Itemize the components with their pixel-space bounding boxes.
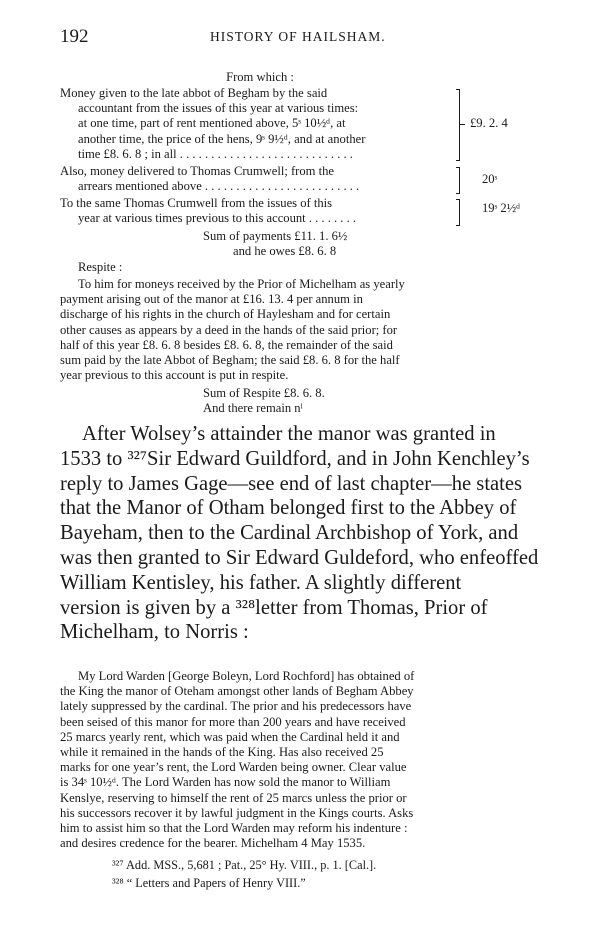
respite-line: sum paid by the late Abbot of Begham; the said £8. 6. 8 for the half — [60, 353, 400, 368]
respite-paragraph — [60, 277, 538, 383]
respite-heading: Respite : — [78, 260, 123, 274]
brace — [456, 167, 460, 194]
letter-line: is 34ˢ 10½ᵈ. The Lord Warden has now sold the manor to William — [60, 775, 391, 790]
sum-of-payments: Sum of payments £11. 1. 6½ — [203, 229, 348, 243]
main-paragraph — [60, 422, 540, 645]
letter-line: while it remained in the hands of the King. Has also received 25 — [60, 745, 384, 760]
body-line — [60, 422, 540, 447]
account-entry-2 — [60, 164, 538, 194]
entry-amount: 20ˢ — [482, 172, 498, 186]
letter-line: been seised of this manor for more than 200 years and have received — [60, 714, 406, 729]
brace-point — [460, 124, 465, 125]
brace — [456, 199, 460, 226]
body-line — [60, 596, 540, 621]
page-header — [60, 26, 546, 48]
body-line — [60, 447, 540, 472]
body-line-text: was then granted to Sir Edward Guldeford, who enfeoffed — [60, 546, 539, 569]
body-line-text: William Kentisley, his father. A slightly different — [60, 571, 462, 594]
letter-line: Kenslye, reserving to himself the rent of 25 marcs unless the prior or — [60, 790, 407, 805]
entry-line: another time, the price of the hens, 9ˢ 9½ᵈ, and at another — [78, 131, 366, 146]
body-line-text: After Wolsey’s attainder the manor was granted in — [82, 423, 496, 445]
body-line-text: 1533 to ³²⁷Sir Edward Guildford, and in John Kenchley’s — [60, 447, 530, 470]
body-line — [60, 496, 540, 521]
letter-line: the King the manor of Oteham amongst other lands of Begham Abbey — [60, 684, 414, 699]
entry-line: arrears mentioned above . . . . . . . . . . . . . . . . . . . . . . . . . — [78, 179, 360, 194]
letter-line: marks for one year’s rent, the Lord Warden being owner. Clear value — [60, 760, 407, 775]
sum-of-respite: Sum of Respite £8. 6. 8. — [203, 386, 325, 400]
body-line-text: Michelham, to Norris : — [60, 621, 249, 644]
entry-line: at one time, part of rent mentioned above, 5ˢ 10½ᵈ, at — [78, 116, 346, 131]
body-line-text: Bayeham, then to the Cardinal Archbishop of York, and — [60, 522, 519, 545]
letter-line: his successors recover it by lawful judgment in the Kings courts. Asks — [60, 805, 414, 820]
entry-line: year at various times previous to this account . . . . . . . . — [78, 211, 357, 226]
respite-line: year previous to this account is put in respite. — [60, 368, 289, 383]
entry-amount: £9. 2. 4 — [470, 116, 508, 130]
from-which-heading: From which : — [226, 70, 294, 84]
entry-line: time £8. 6. 8 ; in all . . . . . . . . . . . . . . . . . . . . . . . . . . . . — [78, 146, 353, 161]
letter-paragraph — [60, 669, 538, 851]
respite-line: half of this year £8. 6. 8 besides £8. 6. 8, the remainder of the said — [60, 337, 393, 352]
running-title: HISTORY OF HAILSHAM. — [210, 29, 386, 44]
body-line — [60, 620, 540, 645]
letter-line: 25 marcs yearly rent, which was paid when the Cardinal held it and — [60, 729, 400, 744]
body-line — [60, 472, 540, 497]
respite-line: other causes as appears by a deed in the hands of the said prior; for — [60, 322, 398, 337]
entry-line: accountant from the issues of this year at various times: — [78, 101, 359, 116]
body-line — [60, 571, 540, 596]
entry-amount: 19ˢ 2½ᵈ — [482, 201, 521, 215]
respite-line: payment arising out of the manor at £16. 13. 4 per annum in — [60, 292, 363, 307]
entry-line: Money given to the late abbot of Begham by the said — [60, 86, 328, 100]
footnote-328: ³²⁸ “ Letters and Papers of Henry VIII.” — [112, 876, 306, 890]
account-entry-3 — [60, 196, 538, 226]
body-line-text: version is given by a ³²⁸letter from Thomas, Prior of — [60, 596, 488, 619]
brace — [456, 89, 460, 161]
respite-line: To him for moneys received by the Prior of Michelham as yearly — [78, 277, 405, 291]
body-line-text: that the Manor of Otham belonged first to the Abbey of — [60, 497, 517, 520]
respite-line: discharge of his rights in the church of Haylesham and for certain — [60, 307, 391, 322]
body-line — [60, 521, 540, 546]
entry-line: Also, money delivered to Thomas Crumwell; from the — [60, 164, 334, 178]
account-entry-1 — [60, 86, 538, 162]
letter-line: him to assist him so that the Lord Warden may reform his indenture : — [60, 821, 408, 836]
page-number: 192 — [60, 26, 89, 47]
body-line-text: reply to James Gage—see end of last chapter—he states — [60, 472, 523, 495]
entry-line: To the same Thomas Crumwell from the issues of this — [60, 196, 333, 210]
letter-line: and desires credence for the bearer. Michelham 4 May 1535. — [60, 836, 366, 851]
letter-line: lately suppressed by the cardinal. The prior and his predecessors have — [60, 699, 412, 714]
body-line — [60, 546, 540, 571]
he-owes: and he owes £8. 6. 8 — [233, 244, 337, 258]
there-remain: And there remain nˡ — [203, 401, 303, 415]
footnote-327: ³²⁷ Add. MSS., 5,681 ; Pat., 25° Hy. VIII., p. 1. [Cal.]. — [112, 858, 377, 872]
letter-line: My Lord Warden [George Boleyn, Lord Rochford] has obtained of — [78, 669, 415, 683]
